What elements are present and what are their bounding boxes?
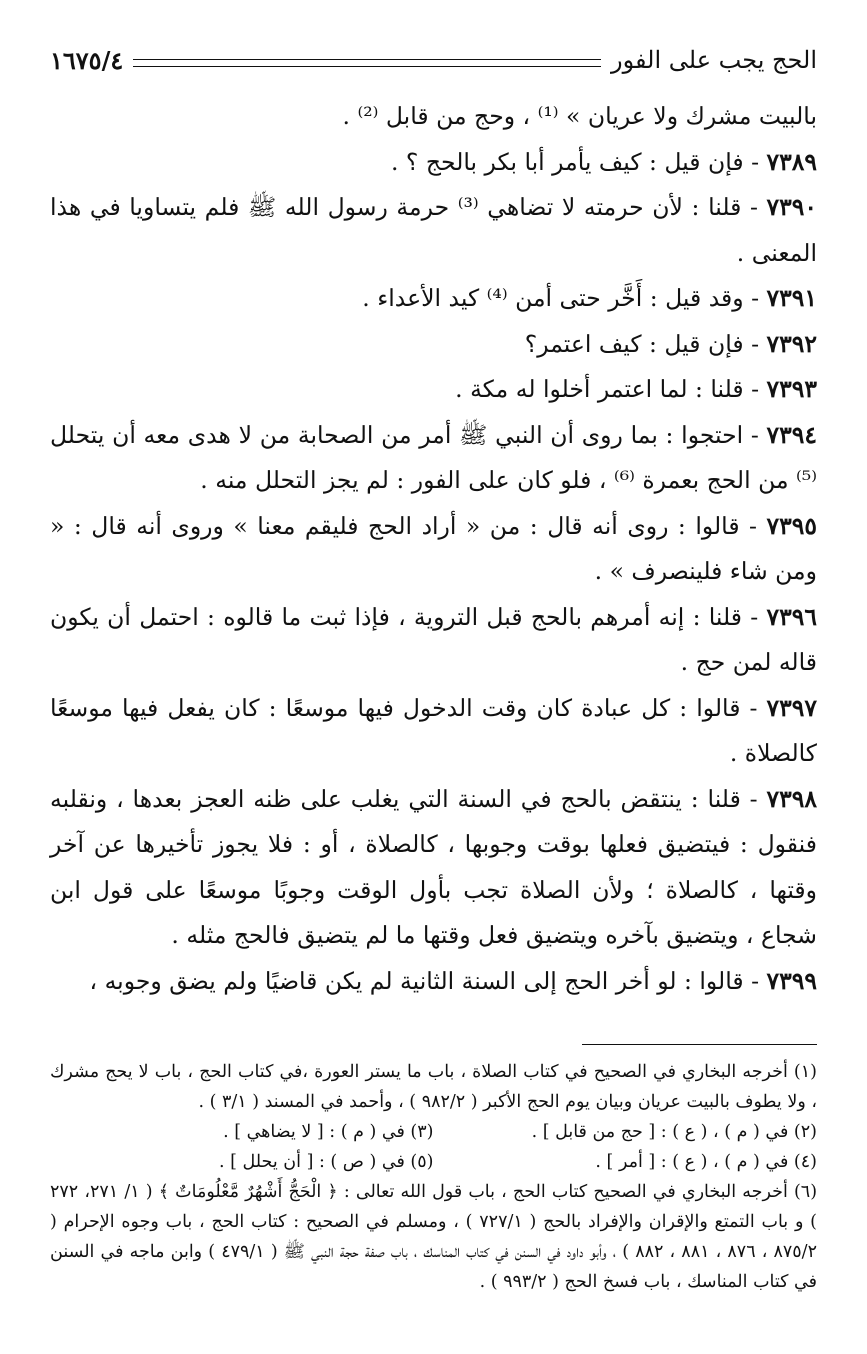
paragraph-text: - قلنا : لأن حرمته لا تضاهي ⁽³⁾ حرمة رسول الله ﷺ فلم يتساويا في هذا المعنى . — [50, 193, 817, 267]
paragraph-7398 — [50, 777, 817, 959]
paragraph-7393 — [50, 367, 817, 413]
paragraph-number: ٧٣٩٣ — [766, 375, 817, 403]
footnote-6: (٦) أخرجه البخاري في الصحيح كتاب الحج ، باب قول الله تعالى : ﴿ الْحَجُّ أَشْهُرٌ مَّعْلُومَاتٌ ﴾ ( ١/ ٢٧١، ٢٧٢ ) و باب التمتع والإقران والإفراد بالحج ( ٧٢٧/١ ) ، ومسلم في الصحيح : كتاب الحج ، باب وجوه الإحرام ( ٨٧٥/٢ ، ٨٧٦ ، ٨٨١ ، ٨٨٢ ) ، وأبو داود في السنن في كتاب المناسك ، باب صفة حجة النبي ﷺ ( ٤٧٩/١ ) وابن ماجه في السنن في كتاب المناسك ، باب فسخ الحج ( ٩٩٣/٢ ) . — [50, 1182, 818, 1292]
paragraph-7392 — [50, 322, 817, 368]
paragraph-7399 — [50, 959, 817, 1005]
footnote-row — [50, 1117, 817, 1147]
paragraph-text: بالبيت مشرك ولا عريان » ⁽¹⁾ ، وحج من قابل ⁽²⁾ . — [342, 102, 817, 130]
chapter-title: الحج يجب على الفور — [611, 46, 817, 74]
paragraph-text: - قلنا : لما اعتمر أخلوا له مكة . — [455, 375, 767, 403]
paragraph-7389 — [50, 140, 817, 186]
paragraph-number: ٧٣٩٨ — [766, 784, 817, 813]
footnote-4: (٤) في ( م ) ، ( ع ) : [ أمر ] . — [595, 1152, 817, 1172]
paragraph-number: ٧٣٩٥ — [766, 511, 817, 540]
footnote-1: (١) أخرجه البخاري في الصحيح في كتاب الصلاة ، باب ما يستر العورة ،في كتاب الحج ، باب لا يحج مشرك ، ولا يطوف بالبيت عريان وبيان يوم الحج الأكبر ( ٩٨٢/٢ ) ، وأحمد في المسند ( ٣/١ ) . — [50, 1062, 817, 1112]
paragraph-number: ٧٣٩٩ — [766, 966, 817, 995]
paragraph-text: - قلنا : ينتقض بالحج في السنة التي يغلب على ظنه العجز بعدها ، ونقلبه فنقول : فيتضيق فعلها بوقت وجوبها ، كالصلاة ، أو : فلا يجوز تأخيرها عن آخر وقتها ، كالصلاة ؛ ولأن الصلاة تجب بأول الوقت وجوبًا موسعًا على قول ابن شجاع ، ويتضيق بآخره ويتضيق فعل وقتها ما لم يتضيق فالحج مثله . — [50, 784, 817, 949]
paragraph-7396 — [50, 595, 817, 686]
paragraph-number: ٧٣٩٠ — [766, 193, 817, 221]
running-header — [50, 40, 817, 80]
header-double-rule — [133, 59, 601, 67]
paragraph-text: - فإن قيل : كيف يأمر أبا بكر بالحج ؟ . — [390, 147, 767, 176]
footnote-row — [50, 1147, 817, 1177]
paragraph-text: - قالوا : كل عبادة كان وقت الدخول فيها موسعًا : كان يفعل فيها موسعًا كالصلاة . — [50, 693, 817, 767]
paragraph-text: - قالوا : لو أخر الحج إلى السنة الثانية لم يكن قاضيًا ولم يضق وجوبه ، — [89, 966, 767, 995]
paragraph-number: ٧٣٩٢ — [766, 329, 817, 358]
footnote-3: (٣) في ( م ) : [ لا يضاهي ] . — [223, 1122, 434, 1142]
footnote-2: (٢) في ( م ) ، ( ع ) : [ حج من قابل ] . — [531, 1122, 817, 1142]
paragraph-7391 — [50, 276, 817, 322]
paragraph-number: ٧٣٨٩ — [766, 147, 817, 176]
paragraph-text: - فإن قيل : كيف اعتمر؟ — [524, 329, 767, 358]
footnote-5: (٥) في ( ص ) : [ أن يحلل ] . — [219, 1152, 434, 1172]
paragraph-text: - قالوا : روى أنه قال : من « أراد الحج فليقم معنا » وروى أنه قال : « ومن شاء فلينصرف » . — [50, 511, 817, 585]
paragraph-7394 — [50, 413, 817, 504]
footnote-separator — [582, 1044, 817, 1045]
paragraph-7390 — [50, 185, 817, 276]
paragraph-7397 — [50, 686, 817, 777]
book-page — [50, 40, 817, 1320]
paragraph-text: - قلنا : إنه أمرهم بالحج قبل التروية ، فإذا ثبت ما قالوه : احتمل أن يكون قاله لمن حج . — [50, 602, 817, 676]
paragraph-number: ٧٣٩٤ — [766, 420, 817, 449]
paragraph-7395 — [50, 504, 817, 595]
paragraph-continuation — [50, 94, 817, 140]
paragraph-number: ٧٣٩٦ — [766, 602, 817, 631]
paragraph-number: ٧٣٩٧ — [766, 693, 817, 722]
main-text — [50, 94, 817, 1004]
paragraph-text: - وقد قيل : أَخَّر حتى أمن ⁽⁴⁾ كيد الأعداء . — [362, 284, 767, 312]
page-number: ١٦٧٥/٤ — [50, 45, 124, 75]
paragraph-text: - احتجوا : بما روى أن النبي ﷺ أمر من الصحابة من لا هدى معه أن يتحلل ⁽⁵⁾ من الحج بعمرة ⁽⁶⁾ ، فلو كان على الفور : لم يجز التحلل منه . — [50, 420, 817, 494]
paragraph-number: ٧٣٩١ — [766, 284, 817, 312]
footnotes — [50, 1057, 817, 1297]
